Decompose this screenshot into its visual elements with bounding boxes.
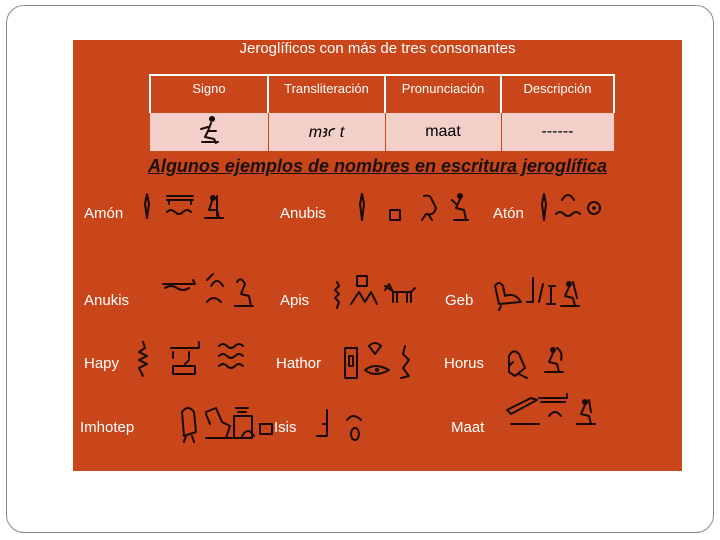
apis-glyphs-icon (331, 272, 431, 314)
sign-cell (150, 113, 268, 151)
content-panel (73, 40, 682, 471)
hapy-glyphs-icon (133, 338, 253, 386)
example-name-hapy: Hapy (84, 355, 120, 372)
transliteration-cell: mꜣꜥ t (268, 113, 385, 151)
seated-figure-glyph-icon (196, 115, 222, 145)
horus-glyphs-icon (505, 342, 569, 382)
geb-glyphs-icon (491, 272, 585, 314)
page-title: Jeroglíficos con más de tres consonantes (239, 40, 516, 57)
example-name-geb: Geb (445, 292, 474, 309)
aton-glyphs-icon (538, 188, 610, 224)
pronunciation-cell: maat (385, 113, 501, 151)
example-name-imhotep: Imhotep (80, 419, 135, 436)
example-name-anukis: Anukis (84, 292, 130, 309)
example-name-maat: Maat (451, 419, 485, 436)
column-header-pronunciacion: Pronunciación (385, 75, 501, 113)
imhotep-glyphs-icon (176, 402, 286, 446)
example-name-aton: Atón (493, 205, 524, 222)
example-name-hathor: Hathor (276, 355, 322, 372)
example-name-apis: Apis (280, 292, 310, 309)
column-header-transliteracion: Transliteración (268, 75, 385, 113)
maat-glyphs-icon (501, 390, 601, 434)
isis-glyphs-icon (313, 406, 373, 446)
table-row (150, 113, 614, 151)
sign-table (149, 74, 615, 151)
examples-subtitle: Algunos ejemplos de nombres en escritura jeroglífica (147, 156, 608, 176)
table-header-row (150, 75, 614, 113)
example-name-isis: Isis (274, 419, 297, 436)
anukis-glyphs-icon (161, 272, 261, 312)
amon-glyphs-icon (141, 190, 231, 224)
column-header-descripcion: Descripción (501, 75, 614, 113)
example-name-horus: Horus (444, 355, 485, 372)
column-header-signo: Signo (150, 75, 268, 113)
description-cell: ------ (501, 113, 614, 151)
example-name-anubis: Anubis (280, 205, 326, 222)
example-name-amon: Amón (84, 205, 124, 222)
anubis-glyphs-icon (356, 190, 476, 226)
hathor-glyphs-icon (341, 340, 421, 384)
